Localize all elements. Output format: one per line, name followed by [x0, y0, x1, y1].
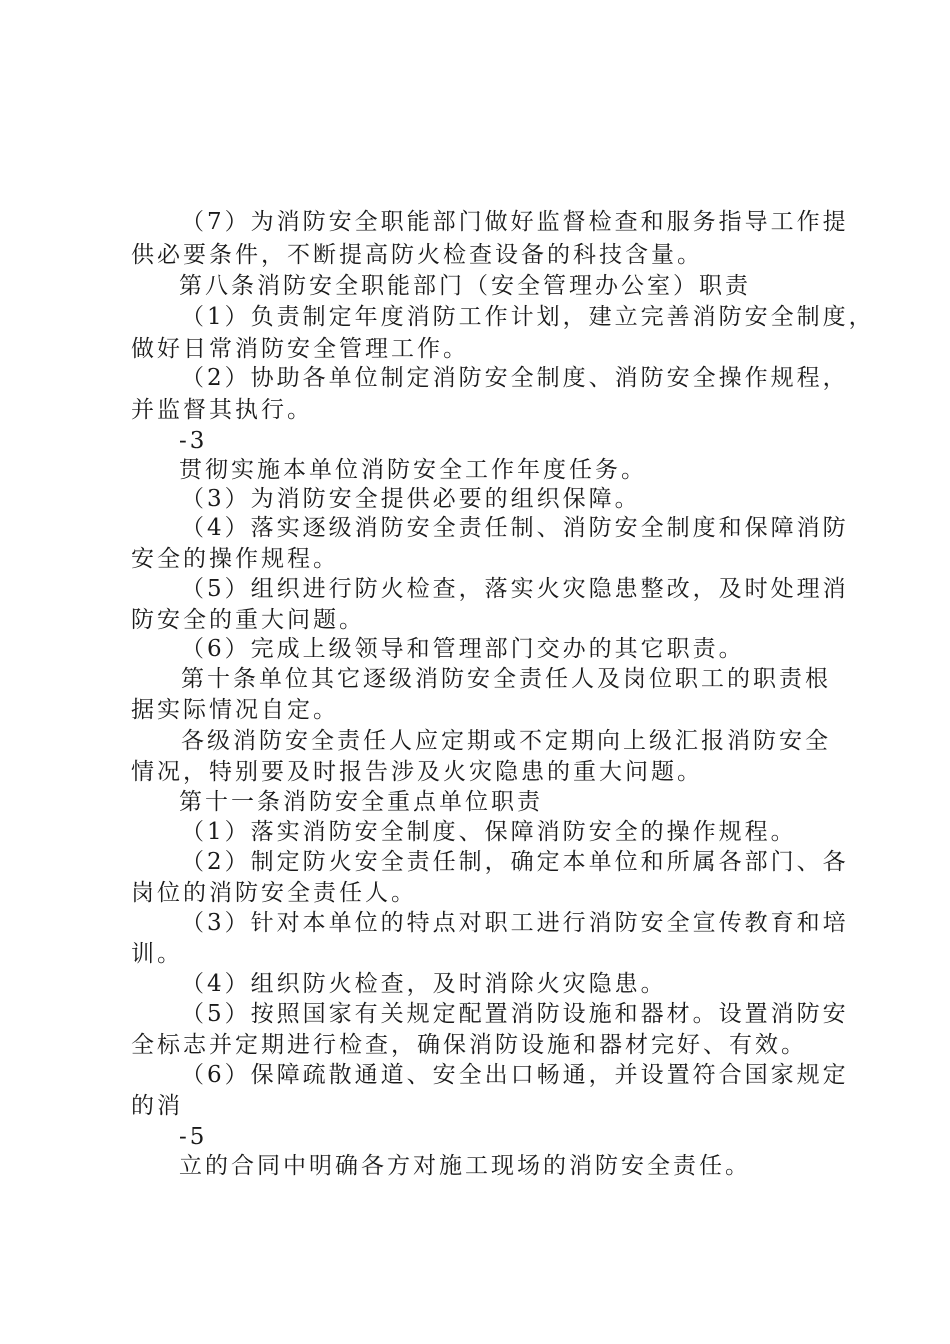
section-heading: 第十条单位其它逐级消防安全责任人及岗位职工的职责根: [181, 666, 831, 692]
text-line: （4）组织防火检查，及时消除火灾隐患。: [181, 971, 667, 997]
text-line: （6）完成上级领导和管理部门交办的其它职责。: [181, 636, 745, 662]
text-line: 情况，特别要及时报告涉及火灾隐患的重大问题。: [131, 759, 703, 785]
text-line: （2）制定防火安全责任制，确定本单位和所属各部门、各: [181, 849, 849, 875]
text-line: （3）为消防安全提供必要的组织保障。: [181, 486, 641, 512]
text-line: 训。: [131, 941, 183, 967]
text-line: 据实际情况自定。: [131, 697, 339, 723]
text-line: 安全的操作规程。: [131, 546, 339, 572]
text-line: 并监督其执行。: [131, 397, 313, 423]
text-line: 供必要条件，不断提高防火检查设备的科技含量。: [131, 242, 703, 268]
section-heading: 第十一条消防安全重点单位职责: [179, 789, 543, 815]
text-line: 防安全的重大问题。: [131, 607, 365, 633]
text-line: 贯彻实施本单位消防安全工作年度任务。: [179, 457, 647, 483]
text-line: （3）针对本单位的特点对职工进行消防安全宣传教育和培: [181, 910, 849, 936]
text-line: 做好日常消防安全管理工作。: [131, 336, 469, 362]
text-line: （4）落实逐级消防安全责任制、消防安全制度和保障消防: [181, 515, 849, 541]
text-line: 各级消防安全责任人应定期或不定期向上级汇报消防安全: [181, 728, 831, 754]
page-number: -3: [179, 428, 208, 454]
text-line: （6）保障疏散通道、安全出口畅通，并设置符合国家规定: [181, 1062, 849, 1088]
text-line: （1）落实消防安全制度、保障消防安全的操作规程。: [181, 819, 797, 845]
section-heading: 第八条消防安全职能部门（安全管理办公室）职责: [179, 273, 751, 299]
text-line: （5）组织进行防火检查，落实火灾隐患整改，及时处理消: [181, 576, 849, 602]
text-line: （5）按照国家有关规定配置消防设施和器材。设置消防安: [181, 1001, 849, 1027]
page-number: -5: [179, 1124, 208, 1150]
text-line: （2）协助各单位制定消防安全制度、消防安全操作规程，: [181, 365, 849, 391]
text-line: 全标志并定期进行检查，确保消防设施和器材完好、有效。: [131, 1032, 807, 1058]
text-line: （7）为消防安全职能部门做好监督检查和服务指导工作提: [181, 209, 849, 235]
text-line: （1）负责制定年度消防工作计划，建立完善消防安全制度，: [181, 304, 875, 330]
text-line: 的消: [131, 1093, 183, 1119]
text-line: 立的合同中明确各方对施工现场的消防安全责任。: [179, 1153, 751, 1179]
text-line: 岗位的消防安全责任人。: [131, 880, 417, 906]
